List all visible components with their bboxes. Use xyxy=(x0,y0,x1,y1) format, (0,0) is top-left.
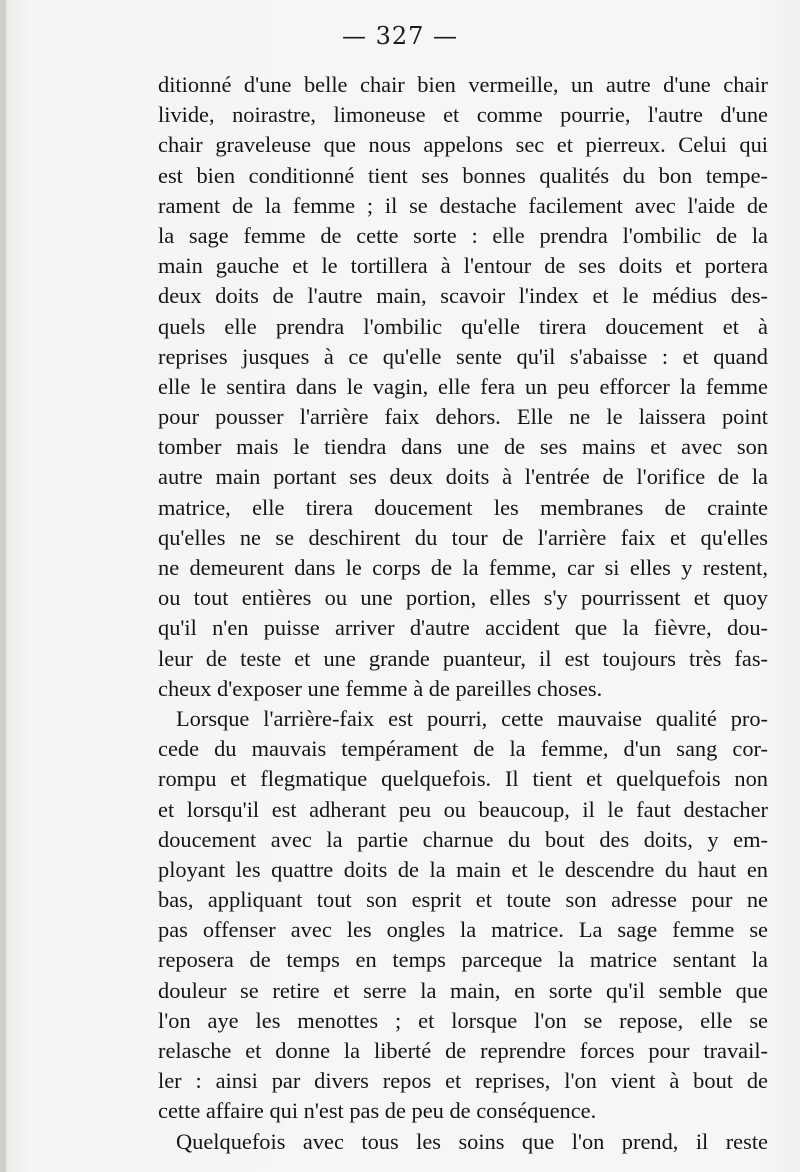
text-line: reprises jusques à ce qu'elle sente qu'il s'abaisse : et quand xyxy=(158,343,768,369)
text-line: main gauche et le tortillera à l'entour de ses doits et portera xyxy=(158,253,768,279)
text-line: pas offenser avec les ongles la matrice. La sage femme se xyxy=(158,917,768,943)
text-line: leur de teste et une grande puanteur, il est toujours très fas- xyxy=(158,645,768,671)
text-line: tomber mais le tiendra dans une de ses mains et avec son xyxy=(158,434,768,460)
page-number-header: — 327 — xyxy=(341,22,459,50)
text-line: ne demeurent dans le corps de la femme, car si elles y restent, xyxy=(158,555,768,580)
text-line: et lorsqu'il est adherant peu ou beaucoup, il le faut destacher xyxy=(158,796,768,822)
text-line: cede du mauvais tempérament de la femme, d'un sang cor- xyxy=(158,736,768,762)
text-line: quels elle prendra l'ombilic qu'elle tirera doucement et à xyxy=(158,313,768,339)
text-line: douleur se retire et serre la main, en sorte qu'il semble que xyxy=(158,977,768,1003)
text-line: bas, appliquant tout son esprit et toute son adresse pour ne xyxy=(158,887,768,913)
text-line: est bien conditionné tient ses bonnes qualités du bon tempe- xyxy=(158,162,768,188)
text-line: rompu et flegmatique quelquefois. Il tient et quelquefois non xyxy=(158,766,768,792)
text-line: pour pousser l'arrière faix dehors. Elle ne le laissera point xyxy=(158,404,768,430)
text-line: qu'il n'en puisse arriver d'autre accident que la fièvre, dou- xyxy=(158,615,768,641)
text-line: la sage femme de cette sorte : elle prendra l'ombilic de la xyxy=(158,222,768,248)
text-line: matrice, elle tirera doucement les membranes de crainte xyxy=(158,494,768,520)
text-line: rament de la femme ; il se destache facilement avec l'aide de xyxy=(158,192,768,218)
text-line: relasche et donne la liberté de reprendre forces pour travail- xyxy=(158,1038,768,1063)
text-line: qu'elles ne se deschirent du tour de l'arrière faix et qu'elles xyxy=(158,524,768,550)
text-line: chair graveleuse que nous appelons sec et pierreux. Celui qui xyxy=(158,132,768,158)
text-line: reposera de temps en temps parceque la matrice sentant la xyxy=(158,947,768,973)
text-line: elle le sentira dans le vagin, elle fera un peu efforcer la femme xyxy=(158,373,768,399)
text-line: ditionné d'une belle chair bien vermeille, un autre d'une chair xyxy=(158,72,768,97)
text-line: Lorsque l'arrière-faix est pourri, cette mauvaise qualité pro- xyxy=(176,705,768,731)
text-line: deux doits de l'autre main, scavoir l'index et le médius des- xyxy=(158,283,768,309)
body-text xyxy=(158,70,768,1157)
text-line: l'on aye les menottes ; et lorsque l'on se repose, elle se xyxy=(158,1007,768,1033)
text-line: ou tout entières ou une portion, elles s'y pourrissent et quoy xyxy=(158,585,768,611)
text-line: autre main portant ses deux doits à l'entrée de l'orifice de la xyxy=(158,464,768,490)
text-line: Quelquefois avec tous les soins que l'on prend, il reste xyxy=(176,1128,768,1154)
text-line: cheux d'exposer une femme à de pareilles choses. xyxy=(158,675,603,701)
text-line: ployant les quattre doits de la main et le descendre du haut en xyxy=(158,856,768,882)
text-line: livide, noirastre, limoneuse et comme pourrie, l'autre d'une xyxy=(158,102,768,128)
binding-gutter xyxy=(0,0,6,1172)
text-line: ler : ainsi par divers repos et reprises, l'on vient à bout de xyxy=(158,1068,768,1094)
text-line: cette affaire qui n'est pas de peu de conséquence. xyxy=(158,1098,597,1124)
text-line: doucement avec la partie charnue du bout des doits, y em- xyxy=(158,826,768,852)
